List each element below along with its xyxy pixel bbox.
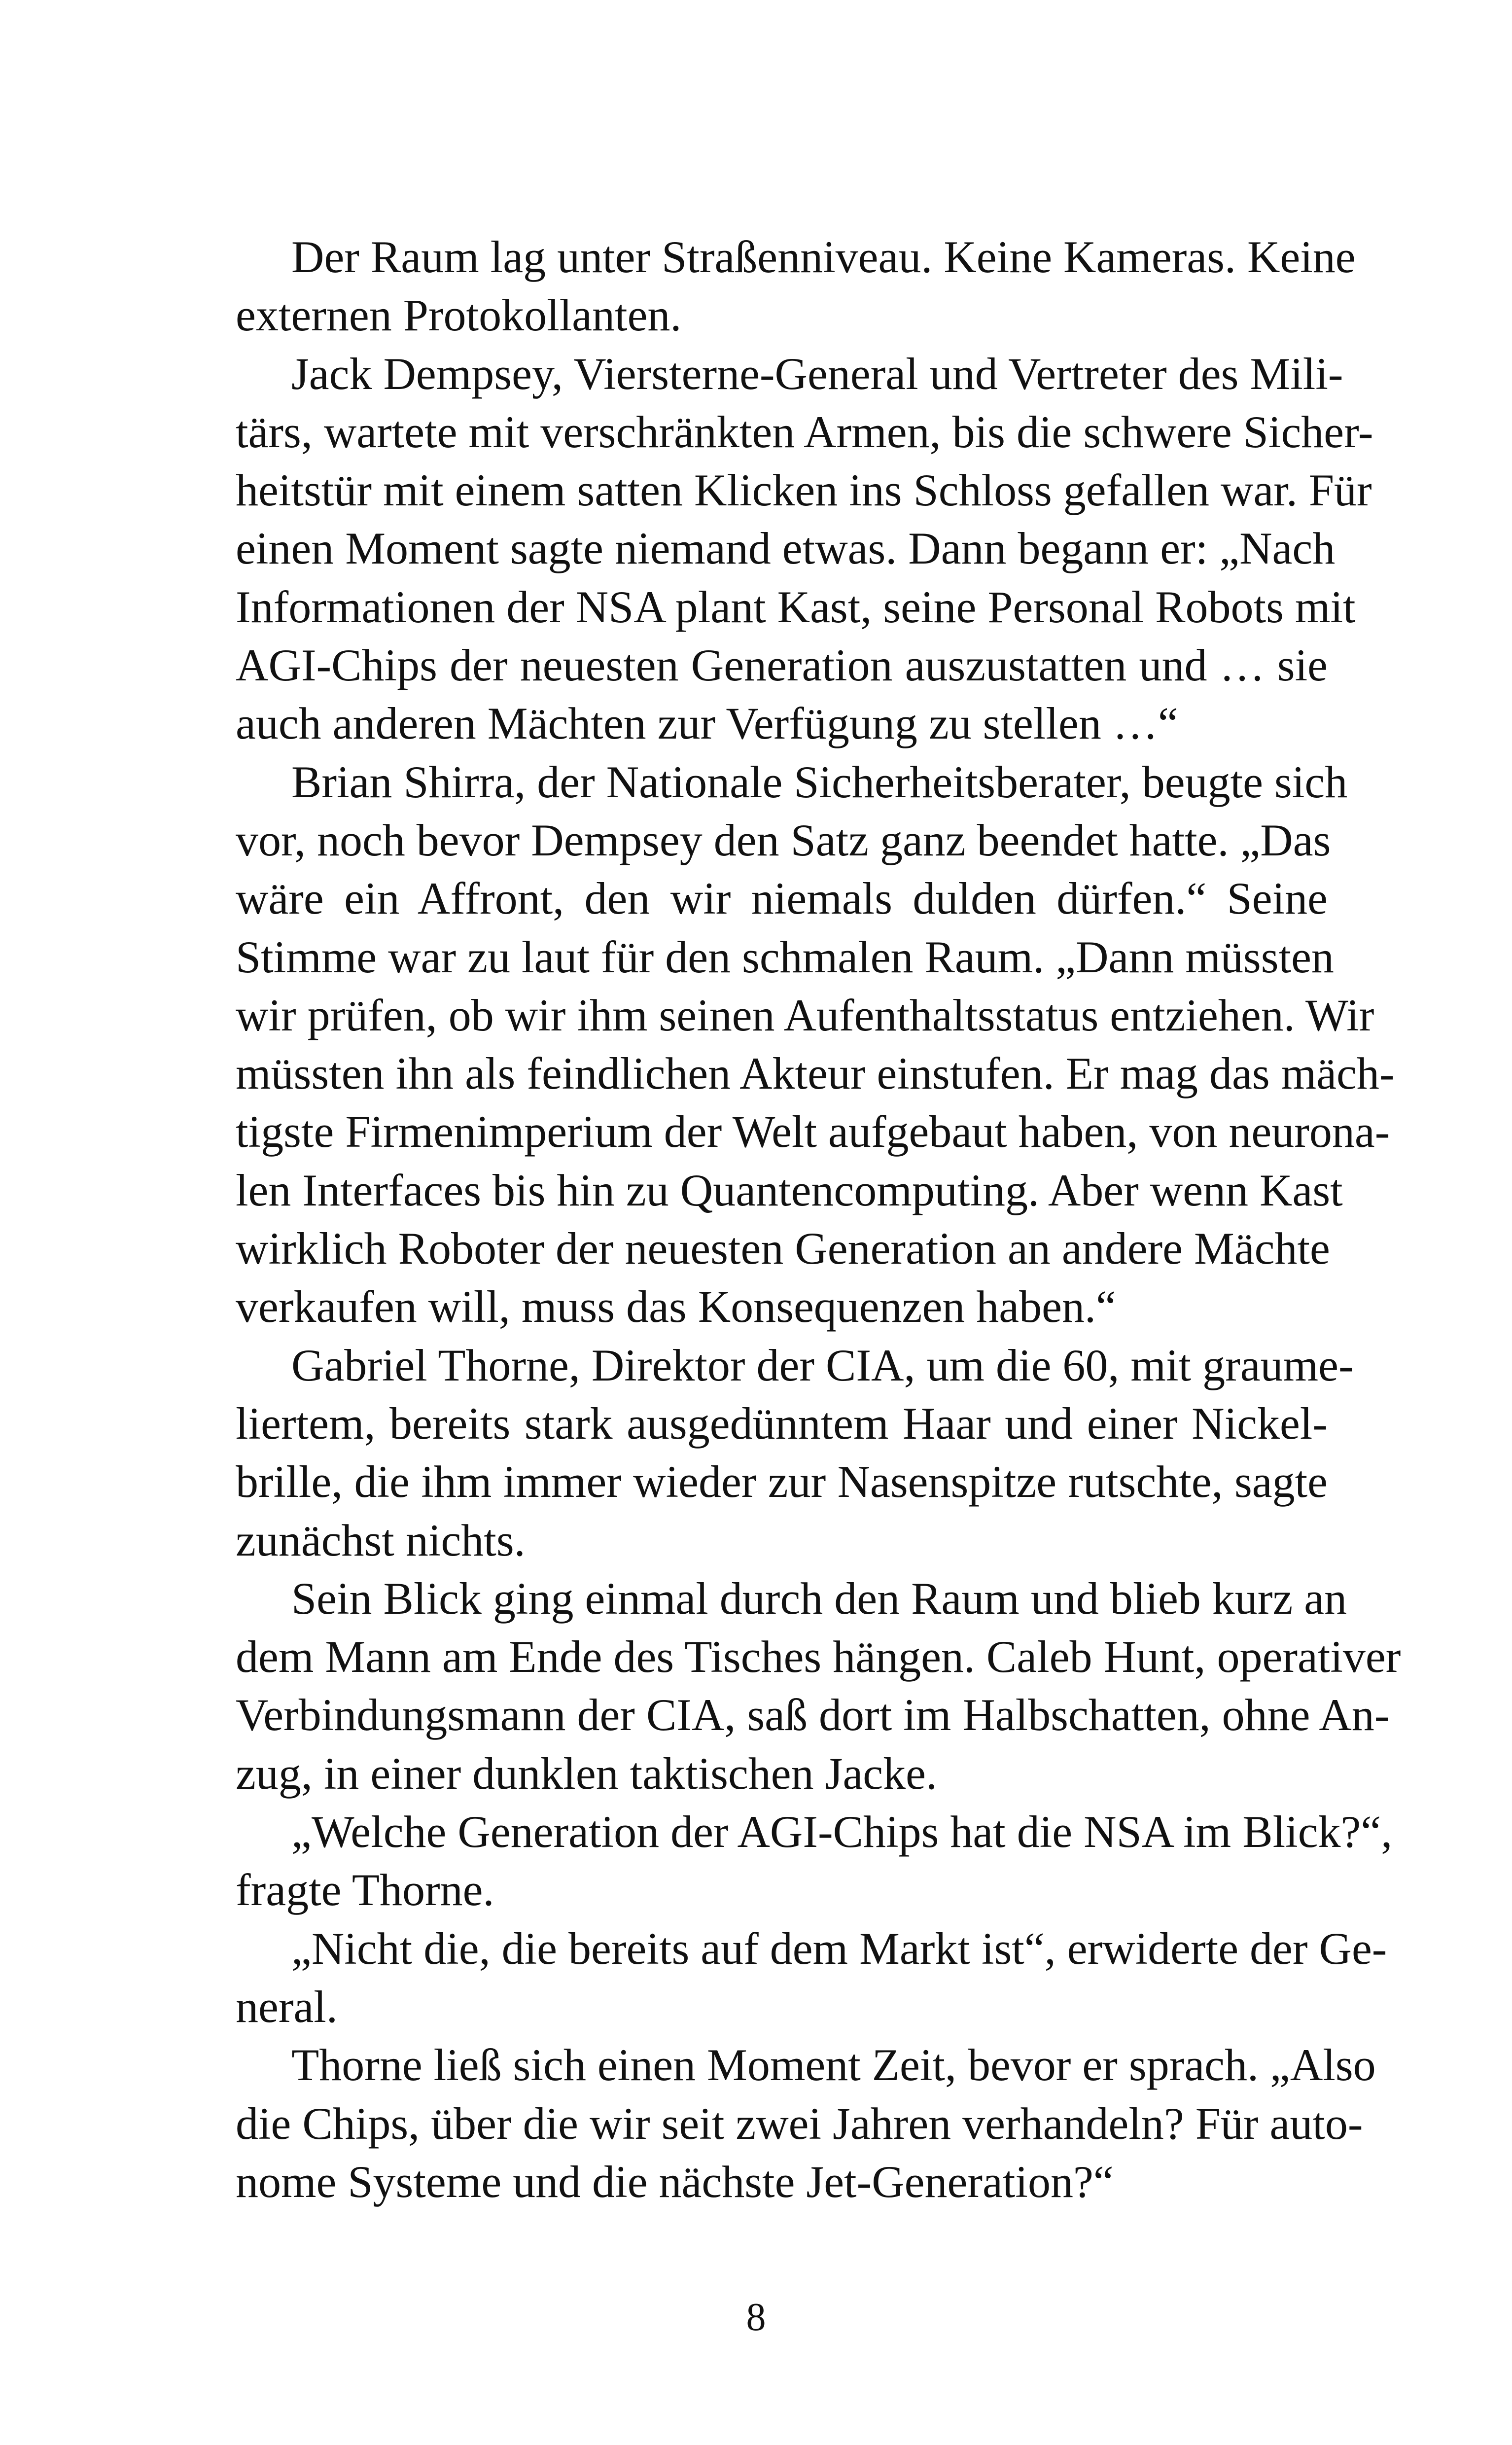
text-line: Jack Dempsey, Viersterne-General und Vertreter des Mili- [291, 348, 1343, 399]
paragraph-6 [236, 1803, 1393, 1919]
text-line: Der Raum lag unter Straßenniveau. Keine Kameras. Keine [291, 232, 1356, 282]
paragraph-3 [236, 753, 1395, 1336]
text-line: tigste Firmenimperium der Welt aufgebaut haben, von neurona- [236, 1106, 1390, 1157]
text-line: fragte Thorne. [236, 1865, 494, 1915]
body-text [236, 228, 1401, 2211]
text-line: „Nicht die, die bereits auf dem Markt ist“, erwiderte der Ge- [291, 1923, 1387, 1974]
page-number: 8 [746, 2296, 766, 2339]
text-line: verkaufen will, muss das Konsequenzen haben.“ [236, 1281, 1116, 1332]
text-line: Gabriel Thorne, Direktor der CIA, um die 60, mit graume- [291, 1340, 1354, 1390]
paragraph-5 [236, 1569, 1401, 1803]
text-line: „Welche Generation der AGI-Chips hat die NSA im Blick?“, [291, 1807, 1393, 1857]
text-line: Verbindungsmann der CIA, saß dort im Halbschatten, ohne An- [236, 1690, 1390, 1740]
text-line: zunächst nichts. [236, 1515, 526, 1565]
text-line: wir prüfen, ob wir ihm seinen Aufenthaltsstatus entziehen. Wir [236, 990, 1374, 1040]
text-line: externen Protokollanten. [236, 290, 682, 341]
text-line: AGI-Chips der neuesten Generation auszustatten und … sie [236, 640, 1328, 691]
text-line: vor, noch bevor Dempsey den Satz ganz beendet hatte. „Das [236, 815, 1331, 865]
text-line: Stimme war zu laut für den schmalen Raum. „Dann müssten [236, 931, 1334, 982]
text-line: die Chips, über die wir seit zwei Jahren verhandeln? Für auto- [236, 2098, 1363, 2149]
text-line: dem Mann am Ende des Tisches hängen. Caleb Hunt, operativer [236, 1631, 1401, 1682]
paragraph-2 [236, 345, 1373, 753]
text-line: heitstür mit einem satten Klicken ins Schloss gefallen war. Für [236, 465, 1372, 516]
text-line: Brian Shirra, der Nationale Sicherheitsberater, beugte sich [291, 756, 1348, 807]
text-line: liertem, bereits stark ausgedünntem Haar und einer Nickel- [236, 1398, 1328, 1449]
text-line: müssten ihn als feindlichen Akteur einstufen. Er mag das mäch- [236, 1048, 1395, 1099]
text-line: len Interfaces bis hin zu Quantencomputing. Aber wenn Kast [236, 1165, 1343, 1215]
text-line: neral. [236, 1981, 338, 2032]
text-line: Sein Blick ging einmal durch den Raum und blieb kurz an [291, 1573, 1347, 1624]
text-line: Informationen der NSA plant Kast, seine Personal Robots mit [236, 581, 1356, 632]
paragraph-8 [236, 2036, 1376, 2211]
text-line: tärs, wartete mit verschränkten Armen, bis die schwere Sicher- [236, 406, 1373, 457]
text-line: einen Moment sagte niemand etwas. Dann begann er: „Nach [236, 523, 1336, 574]
text-line: auch anderen Mächten zur Verfügung zu stellen …“ [236, 698, 1178, 749]
paragraph-7 [236, 1919, 1387, 2036]
text-line: wäre ein Affront, den wir niemals dulden dürfen.“ Seine [236, 873, 1328, 924]
text-line: brille, die ihm immer wieder zur Nasenspitze rutschte, sagte [236, 1456, 1328, 1507]
text-line: nome Systeme und die nächste Jet-Generation?“ [236, 2156, 1114, 2207]
text-line: wirklich Roboter der neuesten Generation an andere Mächte [236, 1223, 1330, 1274]
text-line: Thorne ließ sich einen Moment Zeit, bevor er sprach. „Also [291, 2040, 1376, 2091]
text-line: zug, in einer dunklen taktischen Jacke. [236, 1748, 937, 1799]
paragraph-4 [236, 1336, 1354, 1569]
paragraph-1 [236, 228, 1356, 345]
